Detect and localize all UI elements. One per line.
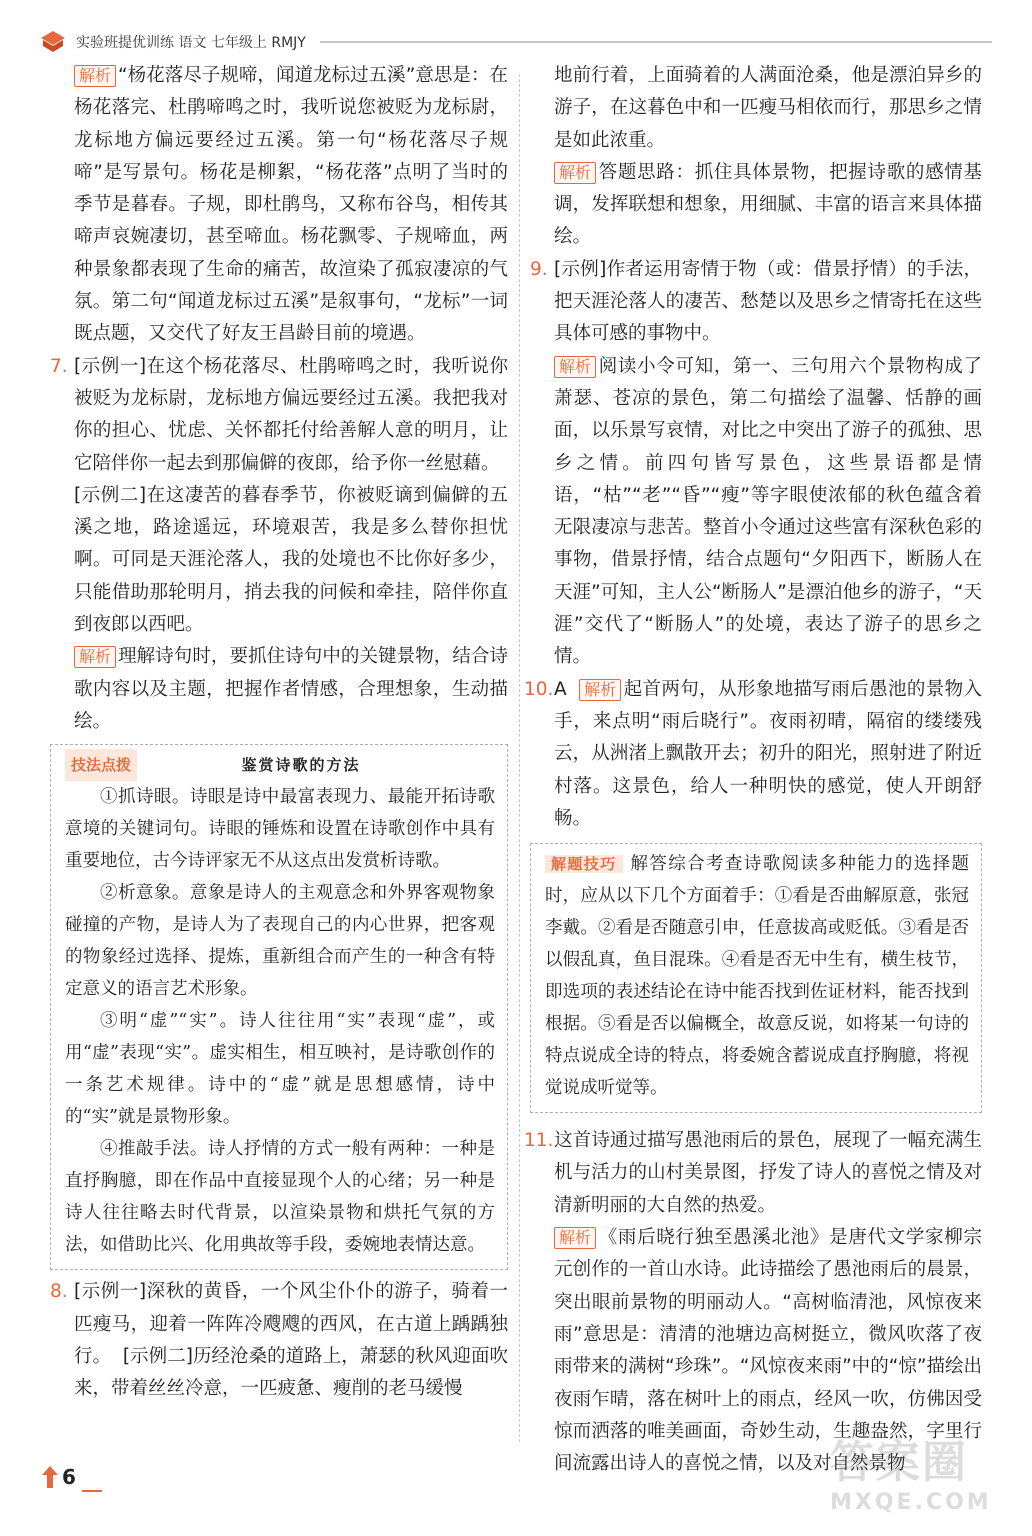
example-tag: [示例一] [74, 355, 147, 377]
q11-answer: 11.这首诗通过描写愚池雨后的景色，展现了一幅充满生机与活力的山村美景图，抒发了诗人的喜悦之情及对清新明丽的大自然的热爱。 [530, 1125, 982, 1222]
solving-tip-box [530, 843, 982, 1113]
column-divider [519, 74, 520, 1442]
tip-label: 技法点拨 [65, 749, 137, 781]
q7-analysis: 解析 理解诗句时，要抓住诗句中的关键景物，结合诗歌内容以及主题，把握作者情感，合理想象，生动描绘。 [74, 646, 508, 732]
watermark-cn: 答案圈 [830, 1437, 968, 1488]
answer-choice: A [554, 678, 567, 700]
tip-label: 解题技巧 [545, 855, 623, 873]
analysis-tag: 解析 [74, 646, 116, 668]
tip-paragraph: ②析意象。意象是诗人的主观意念和外界客观物象碰撞的产物，是诗人为了表现自己的内心世界，把客观的物象经过选择、提炼，重新组合而产生的一种含有特定意义的语言艺术形象。 [65, 883, 495, 1000]
example-tag: [示例一] [74, 1281, 147, 1303]
question-number: 8. [50, 1281, 68, 1303]
tip-paragraph: ④推敲手法。诗人抒情的方式一般有两种：一种是直抒胸臆，即在作品中直接显现个人的心绪；另一种是诗人往往略去时代背景，以渲染景物和烘托气氛的方法，如借助比兴、化用典故等手段，委婉地表情达意。 [65, 1139, 495, 1256]
page-number-underline [82, 1490, 102, 1492]
page-number-text: 6 [62, 1465, 76, 1489]
book-logo-icon [40, 30, 66, 54]
header-title: 实验班提优训练 语文 七年级上 RMJY [76, 35, 306, 51]
q8-continued: 地前行着，上面骑着的人满面沧桑，他是漂泊异乡的游子，在这暮色中和一匹瘦马相依而行，那思乡之情是如此浓重。 [554, 65, 982, 151]
q8-examples: 8. [示例一]深秋的黄昏，一个风尘仆仆的游子，骑着一匹瘦马，迎着一阵阵冷飕飕的西风，在古道上踽踽独行。 [示例二]历经沧桑的道路上，萧瑟的秋风迎面吹来，带着丝丝冷意，一匹疲惫、瘦削的老马缓慢 [50, 1276, 508, 1405]
page-header [40, 28, 992, 56]
question-number: 10. [524, 678, 554, 700]
question-number: 9. [530, 258, 548, 280]
technique-tip-box [50, 744, 508, 1270]
tip-header [65, 749, 495, 781]
tip-title: 鉴赏诗歌的方法 [241, 756, 361, 775]
q6-analysis: 解析 “杨花落尽子规啼，闻道龙标过五溪”意思是：在杨花落完、杜鹃啼鸣之时，我听说您被贬为龙标尉，龙标地方偏远要经过五溪。第一句“杨花落尽子规啼”是写景句。杨花是柳絮，“杨花落”点明了当时的季节是暮春。子规，即杜鹃鸟，又称布谷鸟，相传其啼声哀婉凄切，甚至啼血。杨花飘零、子规啼血，两种景象都表现了生命的痛苦，故渲染了孤寂凄凉的气氛。第二句“闻道龙标过五溪”是叙事句，“龙标”一词既点题，又交代了好友王昌龄目前的境遇。 [74, 65, 508, 345]
q11-analysis: 解析 《雨后晓行独至愚溪北池》是唐代文学家柳宗元创作的一首山水诗。此诗描绘了愚池雨后的晨景，突出眼前景物的明丽动人。“高树临清池，风惊夜来雨”意思是：清清的池塘边高树挺立，微风吹落了夜雨带来的满树“珍珠”。“风惊夜来雨”中的“惊”描绘出夜雨乍晴，落在树叶上的雨点，经风一吹，仿佛因受惊而洒落的唯美画面，奇妙生动，生趣盎然，字里行间流露出诗人的喜悦之情，以及对自然景物 [554, 1227, 982, 1475]
analysis-tag: 解析 [74, 65, 116, 87]
q7-example-one: 7. [示例一]在这个杨花落尽、杜鹃啼鸣之时，我听说你被贬为龙标尉，龙标地方偏远要经过五溪。我把我对你的担心、忧虑、关怀都托付给善解人意的明月，让它陪伴你一起去到那偏僻的夜郎，给予你一丝慰藉。 [50, 351, 508, 480]
watermark-logo [830, 1426, 1020, 1526]
watermark-en: MXQE.COM [830, 1490, 992, 1515]
header-rule [320, 41, 992, 43]
analysis-tag: 解析 [554, 162, 596, 184]
q9-analysis: 解析 阅读小令可知，第一、三句用六个景物构成了萧瑟、苍凉的景色，第二句描绘了温馨、恬静的画面，以乐景写哀情，对比之中突出了游子的孤独、思乡之情。前四句皆写景色，这些景语都是情语，“枯”“老”“昏”“瘦”等字眼使浓郁的秋色蕴含着无限凄凉与悲苦。整首小令通过这些富有深秋色彩的事物，借景抒情，结合点题句“夕阳西下，断肠人在天涯”可知，主人公“断肠人”是漂泊他乡的游子，“天涯”交代了“断肠人”的处境，表达了游子的思乡之情。 [554, 355, 982, 668]
example-tag: [示例二] [74, 484, 147, 506]
tip-paragraph: ①抓诗眼。诗眼是诗中最富表现力、最能开拓诗歌意境的关键词句。诗眼的锤炼和设置在诗歌创作中具有重要地位，古今诗评家无不从这点出发赏析诗歌。 [65, 787, 495, 872]
tip-paragraph: 解题技巧 解答综合考查诗歌阅读多种能力的选择题时，应从以下几个方面着手：①看是否曲解原意，张冠李戴。②看是否随意引申，任意拔高或贬低。③看是否以假乱真，鱼目混珠。④看是否无中生有，横生枝节，即选项的表述结论在诗中能否找到佐证材料，能否找到根据。⑤看是否以偏概全，故意反说，如将某一句诗的特点说成全诗的特点，将委婉含蓄说成直抒胸臆，将视觉说成听觉等。 [545, 854, 969, 1099]
q9-example: 9. [示例]作者运用寄情于物（或：借景抒情）的手法，把天涯沦落人的凄苦、愁楚以及思乡之情寄托在这些具体可感的事物中。 [530, 254, 982, 351]
page-marker-icon [42, 1466, 58, 1488]
analysis-tag: 解析 [554, 1227, 596, 1249]
example-tag: [示例] [554, 258, 607, 280]
example-tag: [示例二] [122, 1345, 193, 1367]
q8-analysis: 解析 答题思路：抓住具体景物，把握诗歌的感情基调，发挥联想和想象，用细腻、丰富的语言来具体描绘。 [554, 161, 982, 248]
q10-answer: 10.A 解析 起首两句，从形象地描写雨后愚池的景物入手，来点明“雨后晓行”。夜雨初晴，隔宿的缕缕残云，从洲渚上飘散开去；初升的阳光，照射进了附近村落。这景色，给人一种明快的感觉，使人开朗舒畅。 [530, 674, 982, 835]
question-number: 11. [524, 1130, 554, 1152]
right-column [524, 60, 982, 1480]
question-number: 7. [50, 355, 68, 377]
q7-example-two: [示例二]在这凄苦的暮春季节，你被贬谪到偏僻的五溪之地，路途遥远，环境艰苦，我是多么替你担忧啊。可同是天涯沦落人，我的处境也不比你好多少，只能借助那轮明月，捎去我的问候和牵挂，陪伴你直到夜郎以西吧。 [74, 484, 508, 636]
tip-paragraph: ③明“虚”“实”。诗人往往用“实”表现“虚”，或用“虚”表现“实”。虚实相生，相互映衬，是诗歌创作的一条艺术规律。诗中的“虚”就是思想感情，诗中的“实”就是景物形象。 [65, 1011, 495, 1128]
left-column [50, 60, 508, 1405]
analysis-tag: 解析 [554, 356, 596, 378]
page-number [42, 1462, 86, 1492]
analysis-tag: 解析 [579, 679, 621, 701]
